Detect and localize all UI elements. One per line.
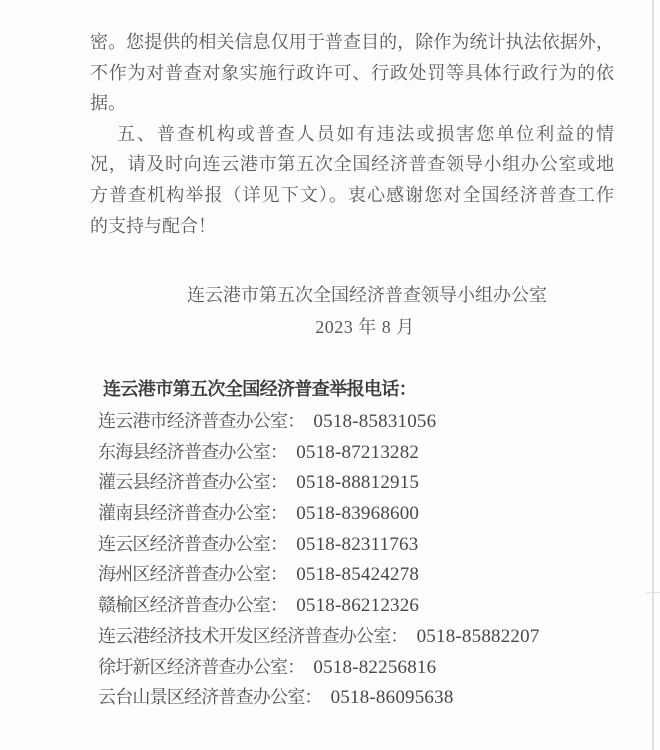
hotline-list: [98, 406, 540, 713]
body-paragraph-line: 密。您提供的相关信息仅用于普查目的，除作为统计执法依据外，: [90, 32, 614, 52]
body-paragraph-line: 不作为对普查对象实施行政许可、行政处罚等具体行政行为的依: [90, 62, 614, 83]
hotline-row: [98, 559, 540, 590]
hotline-row: [98, 498, 540, 529]
hotline-office-label: 赣榆区经济普查办公室：: [98, 595, 288, 616]
scan-edge-line: [652, 0, 654, 750]
hotline-office-label: 连云区经济普查办公室：: [98, 533, 288, 554]
hotline-office-label: 徐圩新区经济普查办公室：: [98, 656, 305, 677]
hotline-row: [98, 590, 540, 621]
signature-date: 2023 年 8 月: [315, 317, 415, 337]
signature-office: 连云港市第五次全国经济普查领导小组办公室: [187, 285, 547, 305]
hotline-phone-number: 0518-87213282: [296, 441, 420, 463]
hotline-office-label: 东海县经济普查办公室：: [98, 441, 288, 462]
hotline-phone-number: 0518-85424278: [296, 564, 420, 586]
hotline-office-label: 海州区经济普查办公室：: [98, 564, 288, 585]
body-text: [90, 27, 614, 241]
hotline-row: [98, 406, 540, 437]
hotline-row: [98, 621, 540, 652]
hotline-phone-number: 0518-86095638: [330, 687, 454, 709]
hotline-heading: 连云港市第五次全国经济普查举报电话：: [103, 379, 417, 399]
hotline-row: [98, 682, 540, 713]
hotline-office-label: 连云港经济技术开发区经济普查办公室：: [98, 625, 408, 646]
hotline-office-label: 连云港市经济普查办公室：: [98, 411, 305, 431]
scan-artifact-tick: [646, 592, 660, 593]
hotline-phone-number: 0518-88812915: [296, 472, 420, 494]
hotline-row: [98, 437, 540, 468]
hotline-phone-number: 0518-86212326: [296, 595, 420, 617]
hotline-phone-number: 0518-82256816: [313, 656, 437, 678]
hotline-row: [98, 467, 540, 498]
hotline-office-label: 云台山景区经济普查办公室：: [98, 687, 322, 708]
hotline-row: [98, 529, 540, 560]
body-paragraph-line: 五、普查机构或普查人员如有违法或损害您单位利益的情: [117, 123, 614, 144]
hotline-row: [98, 652, 540, 683]
body-paragraph-line: 方普查机构举报（详见下文）。衷心感谢您对全国经济普查工作: [90, 184, 614, 205]
hotline-office-label: 灌云县经济普查办公室：: [98, 472, 288, 493]
hotline-phone-number: 0518-85831056: [313, 411, 437, 432]
hotline-phone-number: 0518-85882207: [416, 625, 540, 647]
hotline-phone-number: 0518-82311763: [296, 533, 419, 555]
body-paragraph-line: 据。: [90, 93, 126, 114]
body-paragraph-line: 况，请及时向连云港市第五次全国经济普查领导小组办公室或地: [90, 154, 614, 175]
body-paragraph-line: 的支持与配合！: [90, 215, 216, 236]
hotline-phone-number: 0518-83968600: [296, 503, 420, 525]
signature-block: [187, 279, 547, 343]
hotline-office-label: 灌南县经济普查办公室：: [98, 503, 288, 524]
